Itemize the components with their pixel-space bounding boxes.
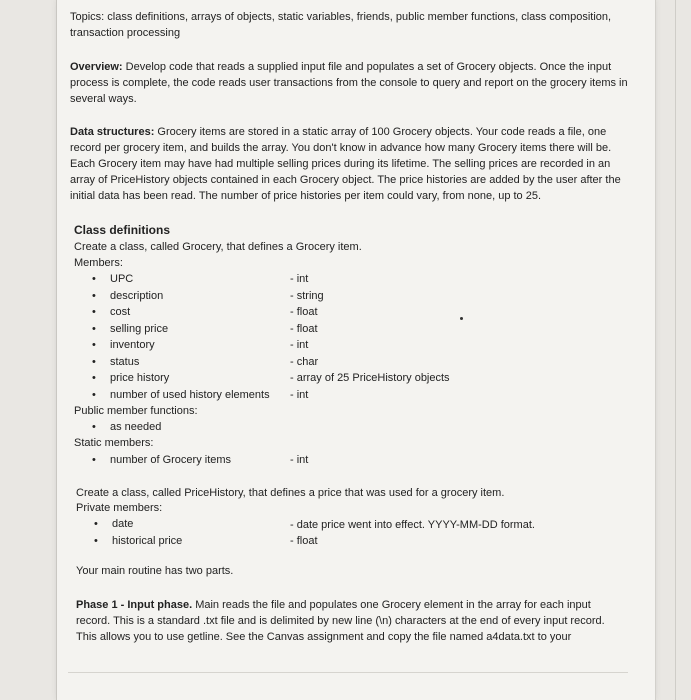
member-type: - array of 25 PriceHistory objects: [290, 372, 450, 384]
data-structures-label: Data structures:: [70, 126, 155, 138]
bullet-icon: •: [92, 306, 96, 318]
private-member-name: historical price: [112, 535, 183, 547]
phase1-label: Phase 1 - Input phase.: [76, 599, 193, 611]
topics-text: Topics: class definitions, arrays of objects, static variables, friends, public member functions, class composition, transaction processing: [70, 11, 612, 39]
private-member-type: - float: [290, 535, 318, 547]
data-structures-paragraph: [70, 124, 630, 204]
member-name: inventory: [110, 339, 155, 351]
public-function-item: as needed: [110, 421, 162, 433]
bottom-rule: [68, 672, 628, 673]
static-members-label: Static members:: [74, 437, 154, 449]
bullet-icon: •: [94, 535, 98, 547]
members-label: Members:: [74, 257, 123, 269]
member-type: - string: [290, 290, 324, 302]
grocery-intro: Create a class, called Grocery, that defines a Grocery item.: [74, 241, 362, 253]
bullet-icon: •: [92, 389, 96, 401]
member-name: price history: [110, 372, 170, 384]
member-type: - char: [290, 356, 319, 368]
private-member-name: date: [112, 518, 134, 530]
static-member-name: number of Grocery items: [110, 454, 232, 466]
bullet-icon: •: [94, 518, 98, 530]
static-member-type: - int: [290, 454, 309, 466]
member-type: - int: [290, 389, 309, 401]
overview-paragraph: [70, 59, 630, 107]
bullet-icon: •: [92, 421, 96, 433]
member-name: selling price: [110, 323, 169, 335]
overview-text: Develop code that reads a supplied input file and populates a set of Grocery objects. Once the input process is complete, the code reads user transactions from the console to query and report on the grocery items in several ways.: [70, 61, 628, 105]
bullet-icon: •: [92, 454, 96, 466]
class-definitions-heading: Class definitions: [74, 223, 171, 237]
data-structures-text: Grocery items are stored in a static array of 100 Grocery objects. Your code reads a file, one record per grocery item, and builds the array. You don't know in advance how many Grocery items there will be. Each Grocery item may have had multiple selling prices during its lifetime. The selling prices are recorded in an array of PriceHistory objects contained in each Grocery object. The price histories are added by the user after the initial data has been read. The number of price histories per item could vary, from none, up to 25.: [70, 126, 621, 202]
member-name: UPC: [110, 273, 134, 285]
main-routine-text: Your main routine has two parts.: [76, 565, 234, 577]
stray-mark: [460, 317, 463, 320]
private-member-type: - date price went into effect. YYYY-MM-DD format.: [290, 519, 535, 531]
member-type: - float: [290, 306, 318, 318]
member-type: - float: [290, 323, 318, 335]
bullet-icon: •: [92, 372, 96, 384]
bullet-icon: •: [92, 323, 96, 335]
member-name: status: [110, 356, 140, 368]
member-type: - int: [290, 339, 309, 351]
bullet-icon: •: [92, 339, 96, 351]
member-type: - int: [290, 273, 309, 285]
public-functions-label: Public member functions:: [74, 405, 198, 417]
member-name: number of used history elements: [110, 389, 270, 401]
overview-label: Overview:: [70, 61, 123, 73]
bullet-icon: •: [92, 273, 96, 285]
phase1-paragraph: [76, 597, 628, 645]
topics-paragraph: [70, 9, 630, 41]
phase1-text: Main reads the file and populates one Grocery element in the array for each input record. This is a standard .txt file and is delimited by new line (\n) characters at the end of every input record. This allows you to use getline. See the Canvas assignment and copy the file named a4data.txt to your: [76, 599, 605, 643]
private-members-label: Private members:: [76, 502, 163, 514]
price-history-intro: Create a class, called PriceHistory, that defines a price that was used for a grocery item.: [76, 487, 505, 499]
bullet-icon: •: [92, 356, 96, 368]
page-edge: [675, 0, 676, 700]
member-name: cost: [110, 306, 131, 318]
bullet-icon: •: [92, 290, 96, 302]
member-name: description: [110, 290, 164, 302]
